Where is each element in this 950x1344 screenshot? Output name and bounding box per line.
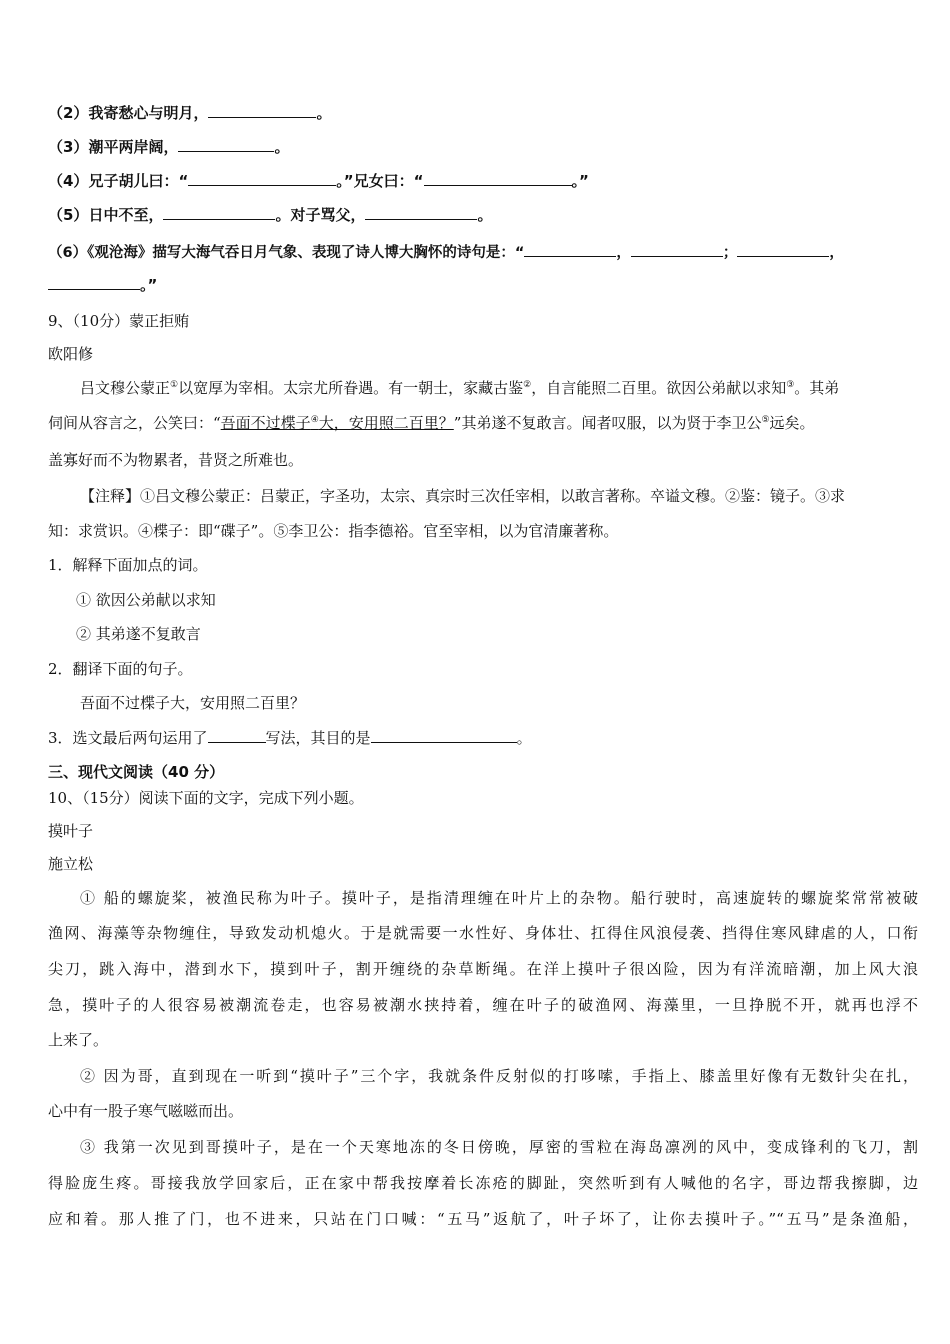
answer-blank[interactable] <box>208 103 316 118</box>
q9-sub1: 1．解释下面加点的词。 <box>48 556 208 574</box>
q9-passage-line-1 <box>48 378 918 398</box>
passage-text: 远矣。 <box>769 414 815 432</box>
question-number: （4） <box>48 172 89 190</box>
punct: 。” <box>571 172 589 190</box>
answer-blank[interactable] <box>424 171 572 186</box>
footnote-mark: ④ <box>310 415 319 425</box>
answer-blank[interactable] <box>188 171 336 186</box>
fill-in-q2 <box>48 103 918 123</box>
punct: ； <box>722 245 738 261</box>
question-text: 日中不至， <box>88 206 164 224</box>
fill-in-q6-cont <box>48 275 918 295</box>
passage-text: 吕文穆公蒙正 <box>80 379 171 397</box>
para1-line-3: 尖刀，跳入海中，潜到水下，摸到叶子，割开缠绕的杂草断绳。在洋上摸叶子很凶险，因为有洋流暗潮，加上风大浪 <box>48 960 918 978</box>
q9-notes-line-2: 知：求赏识。④楪子：即“碟子”。⑤李卫公：指李德裕。官至宰相，以为官清廉著称。 <box>48 522 619 540</box>
answer-blank[interactable] <box>631 242 723 257</box>
q9-author: 欧阳修 <box>48 345 94 363</box>
question-number: （3） <box>48 138 89 156</box>
para1-line-2: 渔网、海藻等杂物缠住，导致发动机熄火。于是就需要一水性好、身体壮、扛得住风浪侵袭、挡得住寒风肆虐的人，口衔 <box>48 924 918 942</box>
punct: 。” <box>140 276 158 294</box>
q10-header: 10、（15分）阅读下面的文字，完成下列小题。 <box>48 789 364 807</box>
punct: 。 <box>274 138 290 156</box>
answer-blank[interactable] <box>371 728 517 743</box>
question-text: 。对子骂父， <box>275 206 366 224</box>
section-3-title: 三、现代文阅读（40 分） <box>48 763 225 781</box>
article-title: 摸叶子 <box>48 822 94 840</box>
question-text: 兄子胡儿曰：“ <box>88 172 189 190</box>
question-number: （2） <box>48 104 89 122</box>
question-text: 写法，其目的是 <box>265 729 371 747</box>
passage-text: 大，安用照二百里？ <box>318 414 454 432</box>
para1-line-5: 上来了。 <box>48 1031 109 1049</box>
answer-blank[interactable] <box>524 242 616 257</box>
q9-header: 9、（10分）蒙正拒贿 <box>48 312 190 330</box>
passage-text: 吾面不过楪子 <box>220 414 311 432</box>
passage-text: 以宽厚为宰相。太宗尤所眷遇。有一朝士，家藏古鉴 <box>178 379 524 397</box>
punct: 。 <box>477 206 493 224</box>
question-text: 。”兄女曰：“ <box>336 172 424 190</box>
q9-sub2-text: 吾面不过楪子大，安用照二百里？ <box>80 694 306 712</box>
passage-text: ，自言能照二百里。欲因公弟献以求知 <box>531 379 787 397</box>
question-text: 3．选文最后两句运用了 <box>48 729 208 747</box>
passage-text: 伺间从容言之，公笑曰：“ <box>48 414 221 432</box>
answer-blank[interactable] <box>163 205 275 220</box>
passage-text: ”其弟遂不复敢言。闻者叹服，以为贤于李卫公 <box>453 414 762 432</box>
footnote-mark: ② <box>523 380 532 390</box>
punct: 。 <box>516 729 532 747</box>
q9-passage-line-2 <box>48 413 918 433</box>
punct: ， <box>616 245 631 261</box>
para1-line-4: 急，摸叶子的人很容易被潮流卷走，也容易被潮水挟持着，缠在叶子的破渔网、海藻里，一旦挣脱不开，就再也浮不 <box>48 996 918 1014</box>
underlined-sentence <box>221 414 454 432</box>
q9-sub3 <box>48 728 918 748</box>
fill-in-q5 <box>48 205 918 225</box>
para1-line-1: ① 船的螺旋桨，被渔民称为叶子。摸叶子，是指清理缠在叶片上的杂物。船行驶时，高速旋转的螺旋桨常常被破 <box>80 889 918 907</box>
question-number: （5） <box>48 206 89 224</box>
q9-sub1-b: ② 其弟遂不复敢言 <box>76 625 201 643</box>
fill-in-q4 <box>48 171 918 191</box>
answer-blank[interactable] <box>208 728 266 743</box>
answer-blank[interactable] <box>48 275 140 290</box>
footnote-mark: ⑤ <box>761 415 770 425</box>
answer-blank[interactable] <box>737 242 829 257</box>
q9-notes-line-1: 【注释】①吕文穆公蒙正：吕蒙正，字圣功，太宗、真宗时三次任宰相，以敢言著称。卒谥文穆。②鉴：镜子。③求 <box>80 487 846 505</box>
passage-text: 。其弟 <box>794 379 840 397</box>
answer-blank[interactable] <box>178 137 274 152</box>
para3-line-3: 应和着。那人推了门，也不进来，只站在门口喊：“五马”返航了，叶子坏了，让你去摸叶子。”“五马”是条渔船， <box>48 1210 918 1228</box>
para3-line-2: 得脸庞生疼。哥接我放学回家后，正在家中帮我按摩着长冻疮的脚趾，突然听到有人喊他的名字，哥边帮我擦脚，边 <box>48 1174 918 1192</box>
para2-line-2: 心中有一股子寒气嗞嗞而出。 <box>48 1102 244 1120</box>
para2-line-1: ② 因为哥，直到现在一听到“摸叶子”三个字，我就条件反射似的打哆嗦，手指上、膝盖里好像有无数针尖在扎， <box>80 1067 918 1085</box>
q9-passage-line-3: 盖寡好而不为物累者，昔贤之所难也。 <box>48 451 304 469</box>
q9-sub1-a: ① 欲因公弟献以求知 <box>76 591 216 609</box>
fill-in-q3 <box>48 137 918 157</box>
answer-blank[interactable] <box>365 205 477 220</box>
footnote-mark: ③ <box>786 380 795 390</box>
question-number: （6） <box>48 245 88 261</box>
fill-in-q6 <box>48 242 918 263</box>
question-text: 潮平两岸阔， <box>88 138 179 156</box>
punct: ， <box>829 245 844 261</box>
article-author: 施立松 <box>48 855 94 873</box>
q9-sub2: 2．翻译下面的句子。 <box>48 660 193 678</box>
para3-line-1: ③ 我第一次见到哥摸叶子，是在一个天寒地冻的冬日傍晚，厚密的雪粒在海岛凛冽的风中，变成锋利的飞刀，割 <box>80 1138 918 1156</box>
question-text: 我寄愁心与明月， <box>88 104 209 122</box>
punct: 。 <box>316 104 332 122</box>
footnote-mark: ① <box>170 380 179 390</box>
question-text: 《观沧海》描写大海气吞日月气象、表现了诗人博大胸怀的诗句是：“ <box>87 245 525 261</box>
